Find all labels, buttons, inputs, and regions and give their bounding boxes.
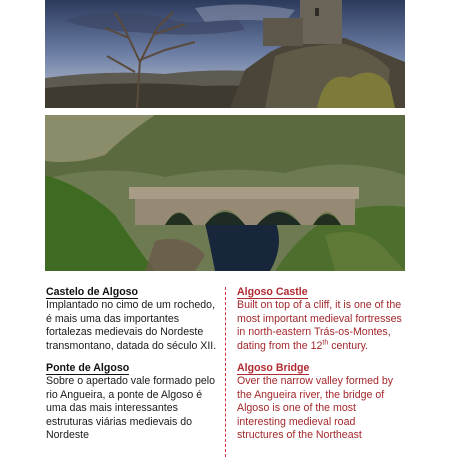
pt-heading-castle: Castelo de Algoso <box>46 286 139 298</box>
bridge-photo-illustration <box>45 115 405 271</box>
castle-keep <box>300 0 342 44</box>
bridge-structure <box>129 187 359 225</box>
portuguese-column <box>46 286 218 451</box>
castle-photo-illustration <box>45 0 405 108</box>
castle-wall <box>263 18 303 46</box>
castle-photo <box>45 0 405 108</box>
en-body-castle <box>237 299 402 353</box>
pt-heading-bridge: Ponte de Algoso <box>46 362 130 375</box>
en-entry-bridge <box>237 362 402 442</box>
pt-body-bridge: Sobre o apertado vale formado pelo rio Angueira, a ponte de Algoso é uma das mais interessantes estruturas viárias medievais do Nordeste <box>46 375 216 442</box>
column-divider <box>225 287 226 457</box>
river <box>205 221 279 271</box>
castle-window <box>315 8 319 16</box>
en-heading-castle: Algoso Castle <box>237 286 308 298</box>
pt-entry-bridge <box>46 362 218 442</box>
en-body-castle-text: Built on top of a cliff, it is one of the most important medieval fortresses in north-eastern Trás-os-Montes, dating from the 12 <box>237 299 402 352</box>
en-body-bridge: Over the narrow valley formed by the Angueira river, the bridge of Algoso is one of the most interesting medieval road structures of the Northeast <box>237 375 394 442</box>
pt-body-castle: Implantado no cimo de um rochedo, é mais uma das importantes fortalezas medievais do Nordeste transmontano, datada do século XII. <box>46 299 217 352</box>
english-column <box>237 286 402 451</box>
en-heading-bridge: Algoso Bridge <box>237 362 310 375</box>
pt-entry-castle <box>46 286 218 353</box>
en-body-castle-tail: century. <box>328 339 369 352</box>
bridge-photo <box>45 115 405 271</box>
en-entry-castle <box>237 286 402 353</box>
en-body-castle-ordinal: th <box>322 339 329 347</box>
